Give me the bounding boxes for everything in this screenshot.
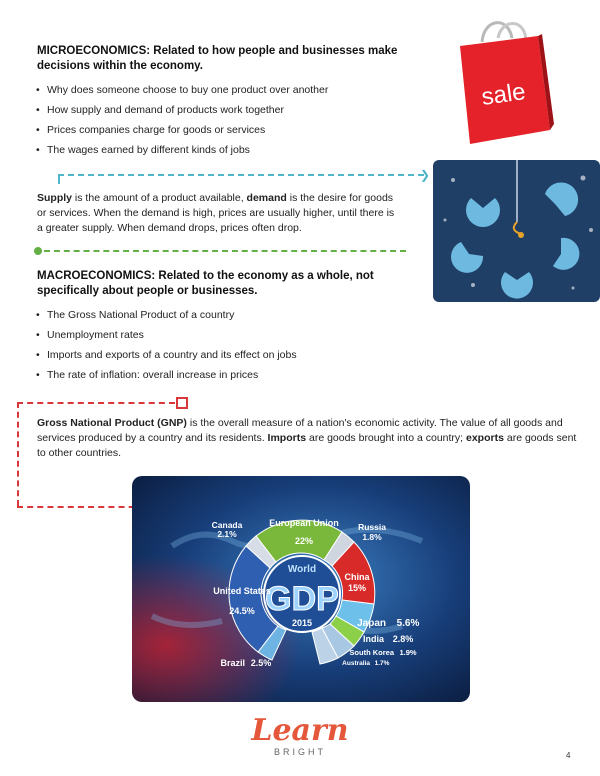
fish-illustration	[433, 160, 600, 302]
list-item: • The Gross National Product of a country	[35, 305, 415, 325]
learn-bright-logo	[245, 713, 355, 757]
value-south-korea: 1.9%	[399, 648, 417, 657]
red-dashed-vertical	[17, 402, 19, 506]
value-canada: 2.1%	[217, 529, 237, 539]
micro-bullet-list	[35, 80, 415, 160]
label-india: India	[362, 634, 384, 644]
list-item: • Imports and exports of a country and its effect on jobs	[35, 345, 415, 365]
value-india: 2.8%	[392, 634, 414, 644]
value-australia: 1.7%	[374, 660, 390, 667]
label-china: China	[344, 572, 370, 582]
page-number: 4	[566, 751, 571, 760]
red-square-marker	[176, 397, 188, 409]
demand-term: demand	[246, 192, 287, 204]
arrow-right-icon: ❯	[420, 168, 431, 182]
value-japan: 5.6%	[396, 618, 420, 629]
sale-label: sale	[479, 78, 528, 111]
value-us: 24.5%	[229, 606, 255, 616]
label-brazil: Brazil	[220, 658, 245, 668]
gnp-text-1: is the overall measure of a nation's economic activity. The value of all goods and services produced by a country and its residents.	[37, 417, 563, 444]
list-item: • Why does someone choose to buy one product over another	[35, 80, 415, 100]
list-item: • How supply and demand of products work together	[35, 100, 415, 120]
shopping-bag-illustration	[446, 12, 556, 152]
gdp-center-year: 2015	[291, 618, 313, 628]
list-item: • The wages earned by different kinds of jobs	[35, 140, 415, 160]
supply-text-2: is the desire for goods or services. When the demand is high, prices are usually higher, until there is a greater supply. When demand drops, prices often drop.	[37, 192, 395, 234]
label-south-korea: South Korea	[349, 648, 394, 657]
label-australia: Australia	[342, 660, 370, 667]
gnp-text-2: are goods brought into a country;	[306, 432, 466, 444]
exports-term: exports	[466, 432, 504, 444]
green-dashed-connector	[44, 250, 406, 252]
label-canada: Canada	[211, 520, 243, 530]
value-russia: 1.8%	[362, 532, 382, 542]
value-china: 15%	[347, 583, 367, 593]
red-dashed-top	[17, 402, 175, 404]
list-item: • Prices companies charge for goods or services	[35, 120, 415, 140]
gdp-center-world: World	[287, 564, 317, 575]
macro-heading: MACROECONOMICS: Related to the economy as a whole, not specifically about people or businesses.	[37, 270, 374, 297]
value-eu: 22%	[294, 536, 314, 546]
gdp-center-title: GDP	[265, 580, 339, 618]
supply-term: Supply	[37, 192, 73, 204]
value-brazil: 2.5%	[250, 658, 272, 668]
logo-word: Learn	[251, 713, 349, 748]
macro-bullet-list	[35, 305, 415, 385]
logo-sub: BRIGHT	[273, 747, 326, 757]
gnp-text-3: are goods sent to other countries.	[37, 432, 577, 459]
label-russia: Russia	[358, 522, 386, 532]
supply-demand-paragraph	[37, 191, 397, 236]
green-dot	[34, 247, 42, 255]
list-item: • Unemployment rates	[35, 325, 415, 345]
label-eu: European Union	[269, 518, 339, 528]
label-japan: Japan	[357, 618, 386, 629]
supply-text-1: is the amount of a product available,	[72, 192, 247, 204]
gnp-term: Gross National Product (GNP)	[37, 417, 187, 429]
list-item: • The rate of inflation: overall increase in prices	[35, 365, 415, 385]
blue-dashed-connector	[58, 174, 424, 176]
world-gdp-image	[132, 476, 470, 702]
imports-term: Imports	[267, 432, 307, 444]
label-us: United States	[213, 586, 271, 596]
gnp-paragraph	[37, 416, 577, 461]
micro-heading: MICROECONOMICS: Related to how people and businesses make decisions within the economy.	[37, 45, 398, 72]
